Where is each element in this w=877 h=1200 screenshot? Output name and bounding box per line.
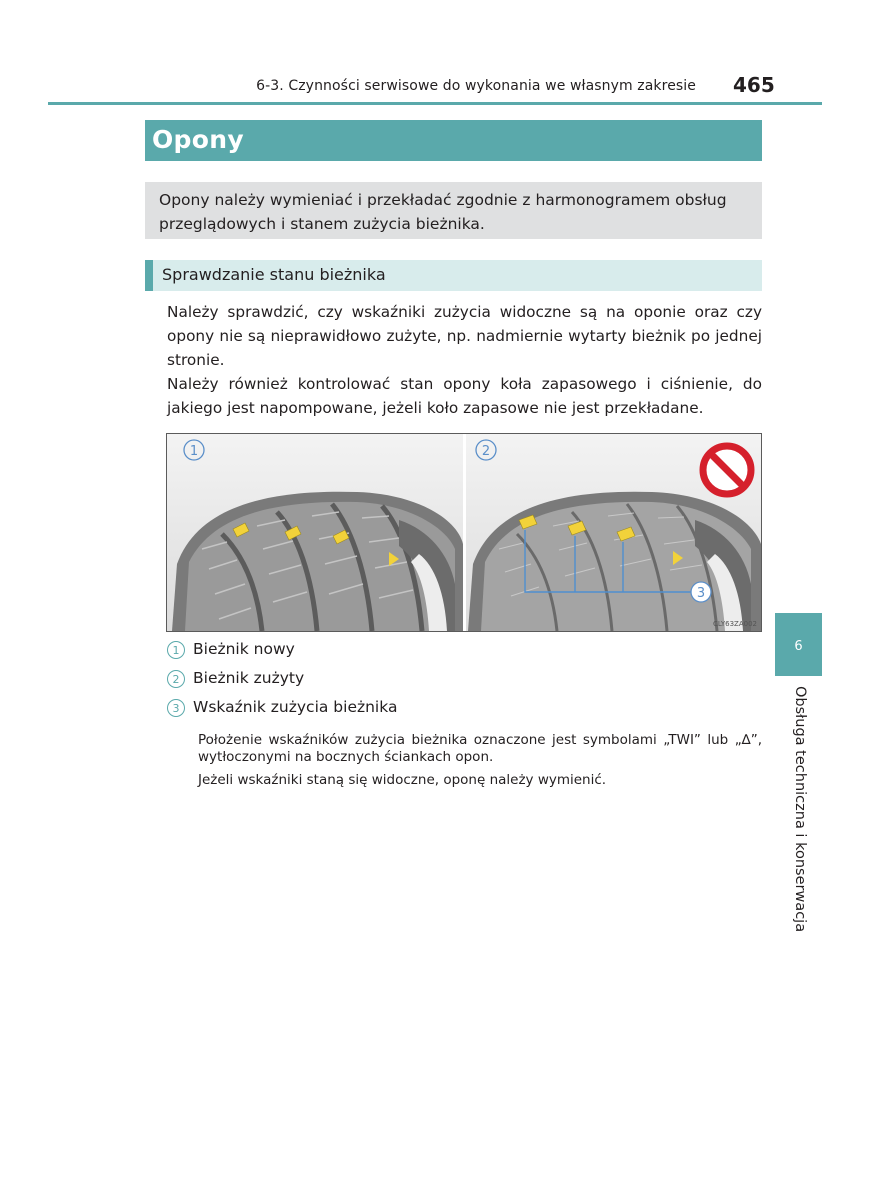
running-header: 6-3. Czynności serwisowe do wykonania we własnym zakresie [256, 78, 696, 94]
subsection-bar [145, 260, 762, 291]
chapter-number: 6 [794, 639, 803, 654]
body-paragraph-2: Należy również kontrolować stan opony koła zapasowego i ciśnienie, do jakiego jest napompowane, jeżeli koło zapasowe nie jest przekładane. [167, 375, 762, 417]
body-paragraph-1: Należy sprawdzić, czy wskaźniki zużycia widoczne są na oponie oraz czy opony nie są nieprawidłowo zużyte, np. nadmiernie wytarty bieżnik po jednej stronie. [167, 303, 762, 369]
note-paragraph-1: Położenie wskaźników zużycia bieżnika oznaczone jest symbolami „TWI” lub „∆”, wytłoczonymi na bocznych ściankach opon. [198, 732, 762, 765]
title-bar [145, 120, 762, 161]
header-rule [48, 102, 822, 105]
chapter-tab [775, 613, 822, 676]
panel-divider [463, 434, 466, 631]
panel-2-number: 2 [481, 444, 491, 459]
legend-number-3: 3 [167, 699, 185, 717]
subsection-accent [145, 260, 153, 291]
legend-number-2: 2 [167, 670, 185, 688]
tire-tread-figure [166, 433, 762, 632]
panel-1-number: 1 [189, 444, 199, 459]
no-symbol-icon [703, 446, 751, 494]
tire-illustration [167, 434, 761, 631]
page-number: 465 [733, 73, 775, 97]
legend-item-1 [167, 640, 295, 664]
legend-item-2 [167, 669, 304, 693]
callout-3-number: 3 [696, 586, 706, 601]
note-paragraph-2: Jeżeli wskaźniki staną się widoczne, oponę należy wymienić. [198, 772, 607, 788]
legend-label-2: Bieżnik zużyty [193, 669, 305, 687]
legend-item-3 [167, 698, 397, 722]
intro-box [145, 182, 762, 239]
legend-number-1: 1 [167, 641, 185, 659]
legend-label-1: Bieżnik nowy [193, 640, 295, 658]
legend-label-3: Wskaźnik zużycia bieżnika [193, 698, 398, 716]
subsection-title: Sprawdzanie stanu bieżnika [162, 265, 386, 284]
chapter-label: Obsługa techniczna i konserwacja [792, 686, 808, 933]
intro-text: Opony należy wymieniać i przekładać zgodnie z harmonogramem obsług przeglądowych i stanem zużycia bieżnika. [159, 191, 727, 233]
figure-code: CLY63ZA002 [713, 620, 757, 628]
page-title: Opony [152, 125, 244, 154]
